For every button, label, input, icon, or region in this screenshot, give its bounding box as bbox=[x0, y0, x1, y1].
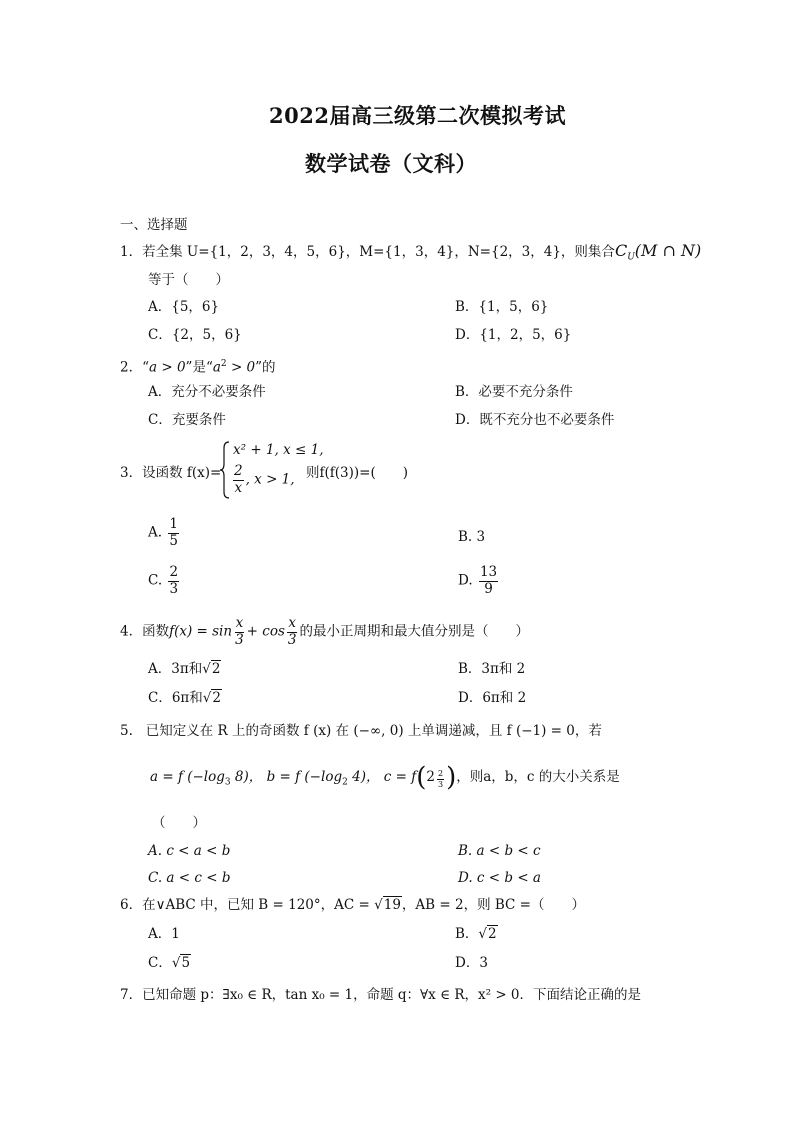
question-tail: ，AB = 2，则 BC =（ ） bbox=[401, 897, 585, 913]
radicand: 2 bbox=[488, 926, 497, 942]
question-tail: 则f(f(3))=( ) bbox=[306, 465, 408, 481]
option-label: C．6π和 bbox=[148, 690, 203, 706]
a-expr: a = f (−log bbox=[150, 769, 225, 785]
fraction-numerator: 2 bbox=[169, 564, 179, 580]
question-text: 设函数 f(x)= bbox=[142, 465, 222, 481]
question-text-cont: 等于（ ） bbox=[148, 272, 229, 288]
question-tail: 的最小正周期和最大值分别是（ ） bbox=[299, 623, 529, 640]
question-4 bbox=[120, 617, 529, 647]
a-log-base: 3 bbox=[224, 777, 231, 788]
fraction-denominator: 3 bbox=[169, 580, 179, 597]
a-expr-tail: 8)， bbox=[230, 769, 263, 785]
section-heading: 一、选择题 bbox=[120, 217, 188, 233]
c-exp-denominator: 3 bbox=[437, 779, 444, 789]
fraction-denominator: 9 bbox=[484, 580, 493, 597]
condition-2: a bbox=[212, 359, 221, 376]
fraction-numerator: 1 bbox=[169, 516, 178, 532]
option-a: A．3π和√2 bbox=[148, 661, 221, 677]
question-number: 7． bbox=[120, 987, 143, 1003]
option-a: A．充分不必要条件 bbox=[148, 384, 266, 400]
option-b: B．必要不充分条件 bbox=[455, 384, 573, 400]
b-log-base: 2 bbox=[342, 777, 348, 788]
exam-title: 2022届高三级第二次模拟考试 bbox=[269, 103, 566, 128]
question-number: 5. bbox=[120, 723, 133, 739]
answer-paren: （ ） bbox=[152, 815, 206, 831]
option-b: B．{1，5，6} bbox=[455, 299, 549, 315]
question-7 bbox=[120, 986, 641, 1004]
option-c: C．√5 bbox=[148, 955, 191, 971]
quote-close: ”的 bbox=[255, 359, 276, 376]
question-number: 6． bbox=[120, 897, 143, 913]
option-b: B．√2 bbox=[455, 926, 497, 942]
set-complement-sub: U bbox=[627, 252, 635, 263]
option-label: B． bbox=[455, 926, 479, 942]
case-2-numerator: 2 bbox=[234, 463, 243, 479]
quote-open: “ bbox=[142, 359, 149, 376]
function-expr: f(x) = sin bbox=[169, 623, 233, 640]
c-exp-numerator: 2 bbox=[437, 768, 444, 778]
question-text: 已知定义在 R 上的奇函数 f (x) 在 (−∞, 0) 上单调递减，且 f (−1) = 0，若 bbox=[145, 723, 602, 739]
option-c: C. a < c < b bbox=[148, 870, 231, 886]
fraction-numerator: 13 bbox=[479, 564, 498, 580]
option-a: A．{5，6} bbox=[148, 299, 220, 315]
option-a: A．1 bbox=[148, 926, 180, 942]
case-2-denominator: x bbox=[234, 479, 243, 496]
radicand: 5 bbox=[181, 955, 191, 971]
option-label: A. bbox=[148, 524, 163, 541]
brace-icon bbox=[219, 440, 231, 500]
question-number: 2． bbox=[120, 359, 143, 376]
question-text: 函数 bbox=[142, 623, 170, 640]
option-c bbox=[148, 566, 181, 596]
option-d bbox=[458, 566, 500, 596]
option-c: C．{2，5，6} bbox=[148, 327, 242, 343]
condition-2-exp: 2 bbox=[220, 359, 227, 369]
option-c: C．6π和√2 bbox=[148, 690, 221, 706]
set-complement: C bbox=[614, 241, 628, 260]
piecewise-case-2 bbox=[231, 465, 295, 495]
b-expr: b = f (−log bbox=[266, 769, 343, 785]
c-expr: c = f bbox=[383, 769, 417, 785]
question-number: 4． bbox=[120, 623, 143, 640]
fraction-denominator: 5 bbox=[169, 532, 178, 549]
case-2-condition: , x > 1, bbox=[245, 471, 295, 488]
plus-cos: + cos bbox=[246, 623, 285, 640]
option-a: A. c < a < b bbox=[148, 843, 231, 859]
question-number: 3． bbox=[120, 465, 143, 481]
question-6: 6．在∨ABC 中，已知 B = 120°，AC = √19，AB = 2，则 BC =（ ） bbox=[120, 897, 585, 913]
question-text: 若全集 U={1，2，3，4，5，6}，M={1，3，4}，N={2，3，4}，则集合 bbox=[142, 244, 615, 260]
option-label: A．3π和 bbox=[148, 661, 203, 677]
condition-1: a > 0 bbox=[149, 359, 186, 376]
option-label: C． bbox=[148, 955, 172, 971]
piecewise-case-1: x² + 1, x ≤ 1, bbox=[233, 442, 324, 458]
quote-mid: ”是“ bbox=[185, 359, 213, 376]
option-label: C. bbox=[148, 572, 163, 589]
c-base: 2 bbox=[426, 769, 435, 785]
radicand: 2 bbox=[211, 661, 221, 677]
option-d: D．{1，2，5，6} bbox=[455, 327, 572, 343]
question-3 bbox=[120, 464, 221, 482]
question-tail: ，则a，b，c 的大小关系是 bbox=[456, 769, 620, 785]
fraction-numerator: x bbox=[235, 615, 244, 631]
option-label: D. bbox=[458, 572, 473, 589]
fraction-denominator: 3 bbox=[235, 631, 244, 648]
question-text: 已知命题 p：∃x₀ ∈ R，tan x₀ = 1，命题 q：∀x ∈ R，x² > 0．下面结论正确的是 bbox=[142, 987, 642, 1003]
radicand: 2 bbox=[212, 690, 221, 706]
exam-subtitle: 数学试卷（文科） bbox=[305, 151, 477, 176]
option-d: D．3 bbox=[455, 955, 488, 971]
question-1 bbox=[120, 242, 701, 267]
option-c: C．充要条件 bbox=[148, 412, 226, 428]
option-b: B. 3 bbox=[458, 529, 486, 545]
option-b: B．3π和 2 bbox=[458, 661, 526, 677]
option-a bbox=[148, 518, 181, 548]
fraction-numerator: x bbox=[288, 615, 297, 631]
option-d: D．既不充分也不必要条件 bbox=[455, 412, 615, 428]
condition-2-tail: > 0 bbox=[226, 359, 256, 376]
option-d: D．6π和 2 bbox=[458, 690, 527, 706]
option-b: B. a < b < c bbox=[458, 843, 541, 859]
question-5 bbox=[120, 722, 602, 740]
option-d: D. c < b < a bbox=[458, 870, 541, 886]
b-expr-tail: 4)， bbox=[347, 769, 380, 785]
set-intersection: (M ∩ N) bbox=[634, 241, 702, 260]
question-number: 1． bbox=[120, 244, 143, 260]
radicand: 19 bbox=[383, 897, 401, 913]
question-text: 在∨ABC 中，已知 B = 120°，AC = bbox=[142, 897, 375, 913]
question-5-values: a = f ($-\log_3$ 8)， b = f ($-\log_2$ 4)， c = f(2 $\frac{2}{3}$ )，则a，b，c 的大小关系是 bbox=[150, 762, 620, 793]
fraction-denominator: 3 bbox=[287, 631, 297, 648]
question-2 bbox=[120, 355, 276, 377]
